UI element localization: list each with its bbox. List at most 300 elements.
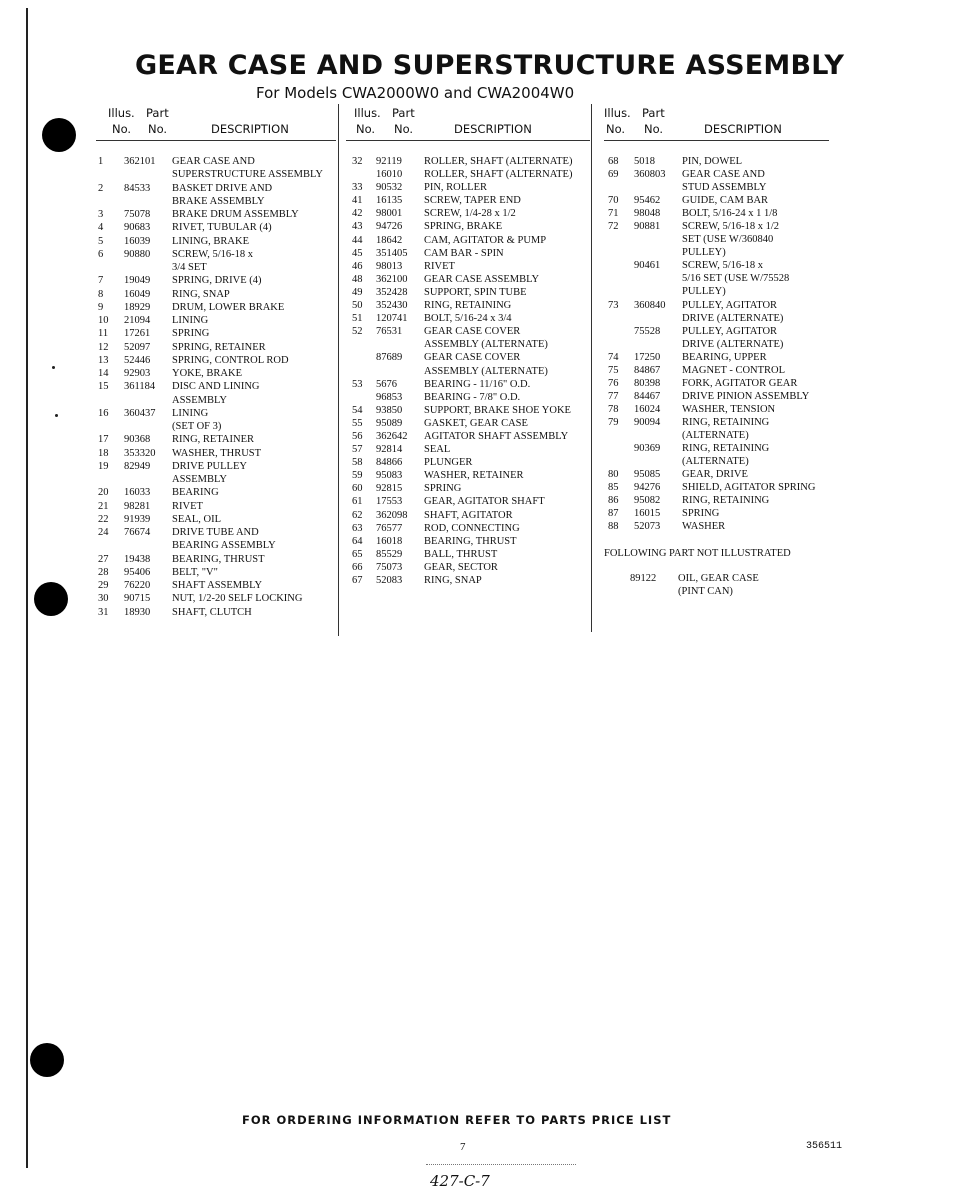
- part-description: CAM, AGITATOR & PUMP: [424, 234, 547, 246]
- part-description: RING, SNAP: [424, 575, 482, 586]
- part-number: 18929: [124, 301, 151, 313]
- parts-row: [604, 156, 829, 169]
- illus-label: Illus.: [354, 106, 381, 120]
- parts-row: [604, 521, 829, 534]
- parts-row: [604, 286, 829, 299]
- parts-row: [604, 365, 829, 378]
- parts-row: [96, 262, 336, 275]
- part-description: RING, RETAINING: [682, 495, 770, 507]
- part-number: 95085: [634, 469, 661, 481]
- parts-row: [346, 444, 590, 457]
- parts-row: [346, 195, 590, 208]
- parts-row: [346, 352, 590, 365]
- illus-number: 60: [352, 483, 363, 495]
- illus-number: 77: [608, 390, 619, 402]
- part-number: 90715: [124, 593, 151, 605]
- part-number: 90461: [634, 260, 661, 272]
- part-description: SUPPORT, SPIN TUBE: [424, 286, 527, 298]
- description-label: DESCRIPTION: [454, 122, 532, 136]
- illus-number: 13: [98, 354, 109, 366]
- parts-row: [96, 249, 336, 262]
- no-label: No.: [112, 122, 132, 136]
- illus-number: 54: [352, 404, 363, 416]
- illus-number: 20: [98, 487, 109, 499]
- no-label: No.: [644, 122, 664, 136]
- punch-hole: [30, 1043, 64, 1077]
- parts-row: [346, 536, 590, 549]
- part-number: 360437: [124, 407, 156, 419]
- parts-row: [346, 418, 590, 431]
- part-number: 90368: [124, 434, 151, 446]
- illus-number: 76: [608, 377, 619, 389]
- illus-number: 56: [352, 430, 363, 442]
- no-label: No.: [356, 122, 376, 136]
- part-number: 98048: [634, 208, 661, 220]
- part-description: WASHER, TENSION: [682, 403, 776, 415]
- part-number: 92119: [376, 156, 402, 167]
- part-number: 91939: [124, 513, 151, 525]
- illus-number: 15: [98, 381, 109, 393]
- parts-row: [96, 381, 336, 394]
- part-number: 93850: [376, 404, 403, 416]
- part-description: ASSEMBLY (ALTERNATE): [424, 339, 548, 351]
- part-number: 76674: [124, 527, 151, 538]
- part-description: SEAL, OIL: [172, 513, 221, 525]
- part-description: PIN, ROLLER: [424, 182, 487, 194]
- parts-row: [346, 300, 590, 313]
- illus-number: 75: [608, 364, 619, 376]
- parts-row: [96, 275, 336, 288]
- part-number: 75528: [634, 325, 661, 337]
- part-description: RING, RETAINING: [424, 300, 512, 312]
- parts-row: [346, 510, 590, 523]
- illus-number: 49: [352, 286, 363, 298]
- column-header: [96, 106, 336, 142]
- parts-row: [346, 313, 590, 326]
- parts-row: [96, 315, 336, 328]
- part-description: SHIELD, AGITATOR SPRING: [682, 482, 816, 494]
- illus-number: 2: [98, 182, 104, 194]
- illus-number: 68: [608, 156, 619, 167]
- part-description: BEARING, THRUST: [424, 535, 517, 547]
- part-number: 94276: [634, 482, 661, 494]
- parts-row: [96, 421, 336, 434]
- part-number: 18642: [376, 234, 403, 246]
- parts-row: [346, 235, 590, 248]
- part-description: DRIVE (ALTERNATE): [682, 338, 784, 350]
- part-number: 80398: [634, 377, 661, 389]
- parts-list: [604, 156, 829, 534]
- part-description: LINING: [172, 407, 209, 419]
- no-label: No.: [606, 122, 626, 136]
- illus-number: 4: [98, 222, 104, 234]
- part-description: RING, RETAINING: [682, 443, 770, 455]
- part-description: WASHER, THRUST: [172, 447, 262, 459]
- part-number: 98001: [376, 208, 403, 220]
- illus-number: 24: [98, 527, 109, 538]
- part-description: ASSEMBLY: [172, 474, 227, 485]
- part-description: SHAFT, CLUTCH: [172, 606, 252, 618]
- illus-number: 14: [98, 368, 109, 379]
- illus-number: 58: [352, 457, 363, 469]
- parts-row: [346, 339, 590, 352]
- part-description: SCREW, 5/16-18 x: [682, 260, 763, 272]
- parts-row: [604, 247, 829, 260]
- parts-row: [604, 586, 791, 599]
- part-description: BELT, "V": [172, 566, 218, 578]
- parts-row: [346, 549, 590, 562]
- part-number: 120741: [376, 313, 408, 325]
- part-description: SHAFT ASSEMBLY: [172, 580, 263, 591]
- part-description: MAGNET - CONTROL: [682, 364, 786, 376]
- column-header: [346, 106, 590, 142]
- parts-row: [96, 368, 336, 381]
- part-number: 17553: [376, 496, 403, 508]
- parts-row: [346, 326, 590, 339]
- parts-row: [346, 248, 590, 261]
- part-number: 5676: [376, 378, 397, 390]
- parts-row: [604, 573, 791, 586]
- parts-row: [96, 474, 336, 487]
- parts-row: [96, 328, 336, 341]
- part-description: SPRING, RETAINER: [172, 341, 266, 353]
- illus-number: 7: [98, 275, 104, 287]
- part-description: ASSEMBLY (ALTERNATE): [424, 365, 548, 377]
- illus-number: 17: [98, 434, 109, 446]
- part-description: (ALTERNATE): [682, 456, 749, 468]
- part-number: 52083: [376, 575, 403, 586]
- part-description: SCREW, 5/16-18 x: [172, 248, 253, 260]
- part-label: Part: [392, 106, 415, 120]
- part-description: (PINT CAN): [678, 585, 733, 597]
- part-description: BOLT, 5/16-24 x 3/4: [424, 313, 512, 325]
- punch-hole: [34, 582, 68, 616]
- part-number: 98281: [124, 500, 151, 512]
- illus-number: 27: [98, 553, 109, 565]
- parts-row: [346, 496, 590, 509]
- part-number: 362101: [124, 156, 156, 167]
- parts-row: [96, 593, 336, 606]
- part-description: DRIVE TUBE AND: [172, 527, 259, 538]
- part-number: 84533: [124, 182, 151, 194]
- illus-number: 67: [352, 575, 363, 586]
- part-description: GASKET, GEAR CASE: [424, 417, 528, 429]
- parts-list: [604, 573, 791, 599]
- illus-number: 41: [352, 195, 363, 207]
- parts-row: [604, 221, 829, 234]
- part-number: 89122: [630, 573, 657, 584]
- parts-row: [96, 540, 336, 553]
- part-number: 96853: [376, 391, 403, 403]
- parts-row: [96, 514, 336, 527]
- illus-number: 46: [352, 260, 363, 272]
- part-number: 16010: [376, 169, 403, 181]
- part-number: 352428: [376, 286, 408, 298]
- parts-row: [96, 527, 336, 540]
- part-number: 16033: [124, 487, 151, 499]
- part-number: 85529: [376, 548, 403, 560]
- part-number: 17250: [634, 351, 661, 363]
- part-number: 5018: [634, 156, 655, 167]
- part-description: 5/16 SET (USE W/75528: [682, 273, 790, 285]
- part-number: 19438: [124, 553, 151, 565]
- binder-margin-line: [26, 8, 28, 1168]
- illus-number: 86: [608, 495, 619, 507]
- parts-row: [604, 508, 829, 521]
- illus-number: 33: [352, 182, 363, 194]
- part-description: RING, SNAP: [172, 288, 230, 300]
- illus-number: 71: [608, 208, 619, 220]
- part-number: 362642: [376, 430, 408, 442]
- part-description: FORK, AGITATOR GEAR: [682, 377, 798, 389]
- illus-number: 88: [608, 521, 619, 533]
- illus-number: 80: [608, 469, 619, 481]
- illus-number: 57: [352, 444, 363, 456]
- part-description: RIVET: [172, 500, 203, 512]
- parts-row: [96, 222, 336, 235]
- parts-row: [346, 208, 590, 221]
- part-description: PIN, DOWEL: [682, 156, 743, 167]
- parts-row: [96, 169, 336, 182]
- parts-row: [96, 355, 336, 368]
- part-description: LINING, BRAKE: [172, 235, 249, 247]
- parts-row: [96, 342, 336, 355]
- parts-row: [604, 482, 829, 495]
- parts-row: [96, 302, 336, 315]
- illus-label: Illus.: [108, 106, 135, 120]
- illus-number: 59: [352, 470, 363, 482]
- parts-row: [604, 326, 829, 339]
- part-description: SHAFT, AGITATOR: [424, 509, 513, 521]
- parts-row: [346, 523, 590, 536]
- parts-row: [96, 289, 336, 302]
- illus-number: 74: [608, 351, 619, 363]
- part-number: 52097: [124, 341, 151, 353]
- parts-row: [346, 470, 590, 483]
- illus-number: 18: [98, 447, 109, 459]
- part-number: 84866: [376, 457, 403, 469]
- page-number: 7: [460, 1141, 466, 1153]
- parts-row: [96, 554, 336, 567]
- part-description: DRIVE PULLEY: [172, 460, 247, 472]
- part-description: RIVET: [424, 260, 455, 272]
- part-number: 95406: [124, 566, 151, 578]
- part-description: PULLEY): [682, 247, 726, 259]
- part-description: SPRING, DRIVE (4): [172, 275, 262, 287]
- part-description: SPRING: [682, 508, 720, 520]
- illus-number: 44: [352, 234, 363, 246]
- parts-row: [346, 221, 590, 234]
- part-description: BEARING - 7/8" O.D.: [424, 391, 521, 403]
- part-number: 351405: [376, 247, 408, 259]
- illus-number: 62: [352, 509, 363, 521]
- header-rule: [346, 140, 590, 141]
- parts-row: [604, 208, 829, 221]
- part-description: GEAR CASE AND: [172, 156, 255, 167]
- parts-row: [346, 261, 590, 274]
- punch-hole: [42, 118, 76, 152]
- parts-row: [96, 567, 336, 580]
- parts-row: [604, 182, 829, 195]
- part-description: SCREW, 1/4-28 x 1/2: [424, 208, 516, 220]
- illus-number: 30: [98, 593, 109, 605]
- part-number: 95462: [634, 195, 661, 207]
- part-description: BEARING ASSEMBLY: [172, 540, 276, 552]
- part-number: 353320: [124, 447, 156, 459]
- part-description: GUIDE, CAM BAR: [682, 195, 769, 207]
- part-description: YOKE, BRAKE: [172, 368, 242, 379]
- document-code: 356511: [806, 1141, 843, 1152]
- illus-number: 5: [98, 235, 104, 247]
- part-description: SPRING: [424, 483, 462, 495]
- part-description: GEAR, AGITATOR SHAFT: [424, 496, 545, 508]
- parts-row: [346, 457, 590, 470]
- page-title: GEAR CASE AND SUPERSTRUCTURE ASSEMBLY: [135, 50, 845, 81]
- parts-row: [346, 392, 590, 405]
- part-number: 362100: [376, 273, 408, 285]
- part-description: NUT, 1/2-20 SELF LOCKING: [172, 593, 303, 605]
- illus-number: 10: [98, 315, 109, 326]
- parts-row: [604, 313, 829, 326]
- illus-number: 87: [608, 508, 619, 520]
- part-description: SEAL: [424, 444, 451, 456]
- parts-column-3: [604, 106, 829, 534]
- part-description: BRAKE DRUM ASSEMBLY: [172, 209, 299, 220]
- illus-number: 6: [98, 248, 104, 260]
- illus-number: 61: [352, 496, 363, 508]
- illus-number: 50: [352, 300, 363, 312]
- part-number: 18930: [124, 606, 151, 618]
- illus-number: 32: [352, 156, 363, 167]
- part-description: SPRING, CONTROL ROD: [172, 354, 289, 366]
- part-description: DISC AND LINING: [172, 381, 260, 393]
- parts-row: [96, 461, 336, 474]
- part-description: DRIVE PINION ASSEMBLY: [682, 390, 810, 402]
- parts-row: [96, 395, 336, 408]
- part-description: BEARING - 11/16" O.D.: [424, 378, 531, 390]
- illus-number: 52: [352, 326, 363, 338]
- parts-list: [346, 156, 590, 588]
- illus-number: 69: [608, 169, 619, 181]
- part-label: Part: [642, 106, 665, 120]
- parts-row: [96, 196, 336, 209]
- part-description: ROLLER, SHAFT (ALTERNATE): [424, 169, 573, 181]
- illus-number: 65: [352, 548, 363, 560]
- parts-row: [604, 417, 829, 430]
- part-description: GEAR CASE ASSEMBLY: [424, 273, 540, 285]
- illus-number: 31: [98, 606, 109, 618]
- parts-row: [346, 156, 590, 169]
- header-rule: [604, 140, 829, 141]
- part-description: SPRING: [172, 328, 210, 340]
- no-label: No.: [394, 122, 414, 136]
- illus-number: 72: [608, 221, 619, 233]
- illus-number: 63: [352, 522, 363, 534]
- parts-row: [604, 273, 829, 286]
- part-description: SPRING, BRAKE: [424, 221, 503, 233]
- part-description: GEAR CASE AND: [682, 169, 765, 181]
- part-description: GEAR CASE COVER: [424, 352, 521, 364]
- parts-row: [604, 352, 829, 365]
- illus-number: 29: [98, 580, 109, 591]
- parts-row: [604, 391, 829, 404]
- part-number: 90094: [634, 416, 661, 428]
- parts-list: [96, 156, 336, 620]
- part-description: DRIVE (ALTERNATE): [682, 312, 784, 324]
- part-description: RING, RETAINER: [172, 434, 254, 446]
- part-number: 16018: [376, 535, 403, 547]
- illus-number: 66: [352, 561, 363, 573]
- scan-speck: [52, 366, 55, 369]
- parts-row: [96, 501, 336, 514]
- illus-number: 43: [352, 221, 363, 233]
- column-divider: [338, 104, 339, 636]
- parts-row: [604, 378, 829, 391]
- part-description: BRAKE ASSEMBLY: [172, 195, 265, 207]
- part-number: 84467: [634, 390, 661, 402]
- part-number: 360803: [634, 169, 666, 181]
- parts-row: [604, 495, 829, 508]
- part-number: 16049: [124, 288, 151, 300]
- parts-row: [604, 456, 829, 469]
- part-description: PULLEY, AGITATOR: [682, 325, 778, 337]
- part-description: ASSEMBLY: [172, 394, 227, 406]
- parts-row: [346, 366, 590, 379]
- not-illustrated-heading: FOLLOWING PART NOT ILLUSTRATED: [604, 548, 791, 559]
- parts-row: [96, 487, 336, 500]
- part-description: SUPPORT, BRAKE SHOE YOKE: [424, 404, 571, 416]
- part-description: WASHER: [682, 521, 726, 533]
- page-subtitle: For Models CWA2000W0 and CWA2004W0: [256, 84, 575, 102]
- parts-row: [346, 379, 590, 392]
- part-description: SCREW, 5/16-18 x 1/2: [682, 221, 780, 233]
- parts-row: [604, 404, 829, 417]
- part-number: 16024: [634, 403, 661, 415]
- part-number: 95089: [376, 417, 403, 429]
- part-number: 19049: [124, 275, 151, 287]
- part-number: 76531: [376, 326, 403, 338]
- illus-label: Illus.: [604, 106, 631, 120]
- parts-row: [346, 575, 590, 588]
- parts-row: [96, 156, 336, 169]
- part-number: 75073: [376, 561, 403, 573]
- part-number: 90880: [124, 248, 151, 260]
- description-label: DESCRIPTION: [211, 122, 289, 136]
- part-number: 16039: [124, 235, 151, 247]
- part-number: 92815: [376, 483, 403, 495]
- parts-column-1: [96, 106, 336, 620]
- illus-number: 55: [352, 417, 363, 429]
- parts-row: [604, 234, 829, 247]
- parts-row: [604, 443, 829, 456]
- illus-number: 12: [98, 341, 109, 353]
- illus-number: 70: [608, 195, 619, 207]
- part-number: 16015: [634, 508, 661, 520]
- parts-row: [346, 405, 590, 418]
- parts-row: [96, 607, 336, 620]
- illus-number: 21: [98, 500, 109, 512]
- scan-speck: [55, 414, 58, 417]
- part-description: SUPERSTRUCTURE ASSEMBLY: [172, 169, 323, 181]
- parts-row: [604, 260, 829, 273]
- description-label: DESCRIPTION: [704, 122, 782, 136]
- part-description: (ALTERNATE): [682, 429, 749, 441]
- part-number: 17261: [124, 328, 151, 340]
- part-number: 94726: [376, 221, 403, 233]
- part-description: BASKET DRIVE AND: [172, 182, 273, 194]
- part-description: BEARING, THRUST: [172, 553, 265, 565]
- part-description: PULLEY): [682, 286, 726, 298]
